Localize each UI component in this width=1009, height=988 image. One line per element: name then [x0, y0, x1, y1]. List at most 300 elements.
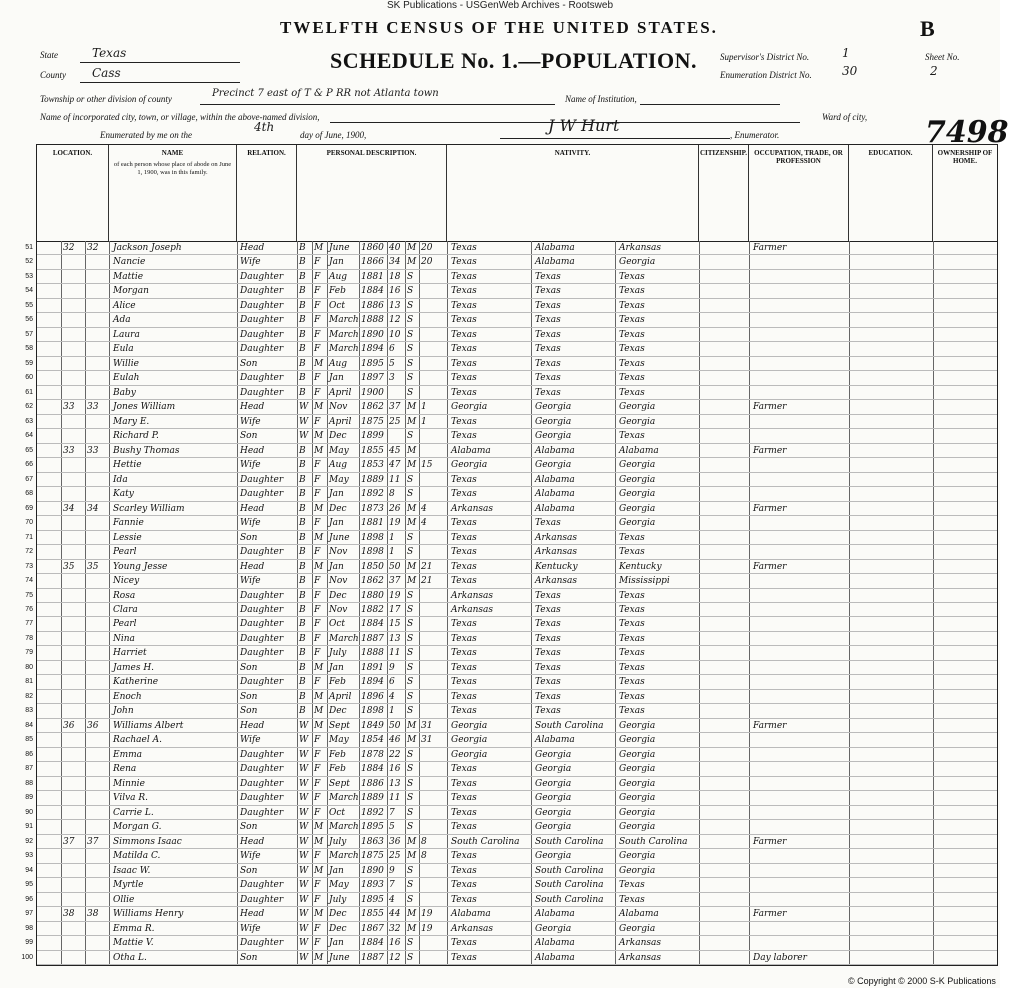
- line-number: 89: [25, 794, 33, 802]
- sex: M: [314, 865, 324, 876]
- marital-status: S: [407, 880, 414, 891]
- marital-status: S: [407, 271, 414, 282]
- years-married: [421, 675, 445, 689]
- name-subtitle: of each person whose place of abode on June 1, 1900, was in this family.: [113, 161, 232, 176]
- years-married: [421, 357, 445, 371]
- marital-status: S: [407, 532, 414, 543]
- birth-year: 1886: [361, 300, 384, 311]
- occupation: Farmer: [753, 909, 787, 920]
- mother-birthplace: Georgia: [619, 764, 656, 775]
- birthplace: Arkansas: [451, 503, 494, 514]
- table-row: [25, 675, 997, 689]
- birth-month: May: [329, 445, 349, 456]
- age: 17: [389, 605, 401, 615]
- relation: Daughter: [240, 793, 284, 804]
- person-name: Ollie: [113, 894, 135, 905]
- birthplace: Texas: [451, 880, 477, 891]
- relation: Son: [240, 952, 258, 963]
- birthplace: Texas: [451, 358, 477, 369]
- race: B: [299, 561, 306, 572]
- sex: F: [314, 807, 321, 818]
- birth-month: Aug: [329, 271, 348, 282]
- occupation: [753, 762, 847, 776]
- mother-birthplace: Arkansas: [619, 938, 662, 949]
- occupation: [753, 371, 847, 385]
- race: B: [299, 344, 306, 355]
- mother-birthplace: Texas: [619, 590, 645, 601]
- occupation: [753, 284, 847, 298]
- birth-month: July: [329, 836, 347, 847]
- age: 16: [389, 764, 401, 775]
- race: B: [299, 271, 306, 282]
- birth-month: Jan: [329, 561, 344, 572]
- mother-birthplace: Arkansas: [619, 952, 662, 963]
- birthplace: Georgia: [451, 402, 488, 413]
- family-number: [87, 415, 109, 429]
- birthplace: Texas: [451, 286, 477, 297]
- birth-month: June: [329, 952, 350, 963]
- line-number: 58: [25, 345, 33, 353]
- table-row: [25, 255, 997, 269]
- person-name: Otha L.: [113, 952, 147, 963]
- county-value: Cass: [92, 66, 121, 80]
- mother-birthplace: Texas: [619, 387, 645, 398]
- age: 5: [389, 822, 395, 833]
- birth-month: Dec: [329, 503, 347, 514]
- occupation: [753, 603, 847, 617]
- family-number: [87, 386, 109, 400]
- line-number: 78: [25, 634, 33, 642]
- sex: F: [314, 576, 321, 587]
- years-married: [421, 661, 445, 675]
- age: 34: [389, 257, 401, 268]
- years-married: 4: [421, 503, 427, 514]
- years-married: [421, 371, 445, 385]
- line-number: 97: [25, 910, 33, 918]
- father-birthplace: South Carolina: [535, 720, 604, 731]
- table-row: [25, 531, 997, 545]
- mother-birthplace: Georgia: [619, 402, 656, 413]
- table-row: [25, 299, 997, 313]
- schedule-letter: B: [920, 16, 935, 41]
- race: B: [299, 662, 306, 673]
- sex: M: [314, 358, 324, 369]
- father-birthplace: Georgia: [535, 822, 572, 833]
- marital-status: S: [407, 865, 414, 876]
- birthplace: Texas: [451, 938, 477, 949]
- sex: M: [314, 720, 324, 731]
- birth-month: Dec: [329, 590, 347, 601]
- relation: Son: [240, 358, 258, 369]
- birthplace: Georgia: [451, 735, 488, 746]
- table-row: [25, 357, 997, 371]
- township-label: Township or other division of county: [40, 94, 172, 104]
- table-row: [25, 415, 997, 429]
- occupation: [753, 791, 847, 805]
- occupation: [753, 864, 847, 878]
- age: 4: [389, 894, 395, 905]
- occupation: [753, 922, 847, 936]
- birthplace: Texas: [451, 373, 477, 384]
- race: W: [299, 749, 309, 760]
- table-row: [25, 661, 997, 675]
- relation-title: RELATION.: [247, 149, 286, 157]
- sex: F: [314, 547, 321, 558]
- years-married: [421, 342, 445, 356]
- person-name: Nancie: [113, 257, 146, 268]
- age: 37: [389, 576, 401, 587]
- race: W: [299, 402, 309, 413]
- family-number: [87, 661, 109, 675]
- age: 18: [389, 271, 401, 282]
- person-name: Harriet: [113, 648, 147, 659]
- marital-status: S: [407, 358, 414, 369]
- birthplace: Texas: [451, 952, 477, 963]
- relation: Head: [240, 445, 265, 456]
- age: 12: [389, 315, 401, 326]
- dwelling-number: [63, 922, 85, 936]
- table-row: [25, 328, 997, 342]
- dwelling-number: [63, 661, 85, 675]
- family-number: [87, 762, 109, 776]
- person-name: Nina: [113, 633, 135, 644]
- table-row: [25, 922, 997, 936]
- line-number: 70: [25, 519, 33, 527]
- mother-birthplace: Texas: [619, 677, 645, 688]
- age: 40: [389, 243, 401, 253]
- copyright-notice: © Copyright © 2000 S-K Publications: [848, 976, 996, 986]
- family-number: 38: [87, 909, 99, 920]
- age: 1: [389, 532, 395, 543]
- sex: M: [314, 706, 324, 717]
- birth-month: April: [329, 691, 352, 702]
- father-birthplace: Georgia: [535, 793, 572, 804]
- sex: F: [314, 257, 321, 268]
- race: W: [299, 807, 309, 818]
- relation: Daughter: [240, 880, 284, 891]
- personal-title: PERSONAL DESCRIPTION.: [326, 149, 417, 157]
- person-name: Mattie V.: [113, 938, 154, 949]
- mother-birthplace: Texas: [619, 880, 645, 891]
- mother-birthplace: Arkansas: [619, 243, 662, 253]
- years-married: 31: [421, 735, 433, 746]
- table-row: [25, 617, 997, 631]
- father-birthplace: Texas: [535, 358, 561, 369]
- birthplace: Texas: [451, 894, 477, 905]
- birth-year: 1862: [361, 402, 384, 413]
- table-row: [25, 690, 997, 704]
- father-birthplace: Texas: [535, 633, 561, 644]
- years-married: 20: [421, 243, 433, 253]
- family-number: [87, 270, 109, 284]
- race: W: [299, 909, 309, 920]
- race: B: [299, 358, 306, 369]
- name-title: NAME: [161, 149, 184, 157]
- occupation-title: OCCUPATION, TRADE, OR PROFESSION: [754, 149, 843, 165]
- father-birthplace: Texas: [535, 271, 561, 282]
- table-row: [25, 545, 997, 559]
- birthplace: Texas: [451, 677, 477, 688]
- mother-birthplace: Georgia: [619, 416, 656, 427]
- line-number: 59: [25, 359, 33, 367]
- marital-status: M: [407, 460, 417, 471]
- years-married: [421, 487, 445, 501]
- years-married: [421, 313, 445, 327]
- line-number: 55: [25, 301, 33, 309]
- occupation: Farmer: [753, 503, 787, 514]
- marital-status: S: [407, 300, 414, 311]
- birthplace: Texas: [451, 315, 477, 326]
- age: 3: [389, 373, 395, 384]
- years-married: 21: [421, 561, 433, 572]
- birth-year: 1863: [361, 836, 384, 847]
- marital-status: S: [407, 793, 414, 804]
- age: 13: [389, 633, 401, 644]
- birthplace: Texas: [451, 561, 477, 572]
- age: 25: [389, 851, 401, 862]
- marital-status: S: [407, 807, 414, 818]
- table-row: [25, 429, 997, 443]
- father-birthplace: Georgia: [535, 460, 572, 471]
- father-birthplace: Texas: [535, 691, 561, 702]
- dwelling-number: [63, 733, 85, 747]
- marital-status: M: [407, 503, 417, 514]
- race: B: [299, 518, 306, 529]
- schedule-title: SCHEDULE No. 1.—POPULATION.: [330, 48, 697, 73]
- marital-status: S: [407, 662, 414, 673]
- dwelling-number: [63, 458, 85, 472]
- marital-status: S: [407, 373, 414, 384]
- marital-status: S: [407, 315, 414, 326]
- family-number: [87, 473, 109, 487]
- dwelling-number: [63, 357, 85, 371]
- table-row: [25, 806, 997, 820]
- years-married: [421, 864, 445, 878]
- years-married: 8: [421, 851, 427, 862]
- birth-year: 1891: [361, 662, 384, 673]
- mother-birthplace: Kentucky: [619, 561, 662, 572]
- marital-status: S: [407, 489, 414, 500]
- line-number: 85: [25, 736, 33, 744]
- sex: M: [314, 431, 324, 442]
- birth-year: 1853: [361, 460, 384, 471]
- table-row: [25, 820, 997, 834]
- age: 22: [389, 749, 401, 760]
- mother-birthplace: Texas: [619, 894, 645, 905]
- marital-status: S: [407, 474, 414, 485]
- years-married: 1: [421, 402, 427, 413]
- father-birthplace: Texas: [535, 387, 561, 398]
- sex: F: [314, 271, 321, 282]
- occupation: [753, 690, 847, 704]
- enumerated-day: 4th: [254, 120, 275, 134]
- birthplace: Texas: [451, 706, 477, 717]
- marital-status: M: [407, 402, 417, 413]
- race: W: [299, 720, 309, 731]
- person-name: Eula: [113, 344, 134, 355]
- citizenship-header: [699, 145, 749, 241]
- person-name: Ida: [113, 474, 128, 485]
- line-number: 100: [21, 953, 33, 961]
- mother-birthplace: Georgia: [619, 778, 656, 789]
- relation: Wife: [240, 460, 261, 471]
- sex: F: [314, 489, 321, 500]
- occupation: [753, 878, 847, 892]
- family-number: [87, 487, 109, 501]
- relation: Daughter: [240, 764, 284, 775]
- person-name: Lessie: [113, 532, 142, 543]
- occupation: [753, 632, 847, 646]
- relation: Wife: [240, 257, 261, 268]
- birth-month: Sept: [329, 778, 350, 789]
- mother-birthplace: Georgia: [619, 460, 656, 471]
- birthplace: Texas: [451, 416, 477, 427]
- institution-label: Name of Institution,: [565, 94, 637, 104]
- years-married: [421, 617, 445, 631]
- sex: F: [314, 778, 321, 789]
- years-married: 8: [421, 836, 427, 847]
- dwelling-number: 35: [63, 561, 75, 572]
- line-number: 72: [25, 548, 33, 556]
- father-birthplace: Texas: [535, 619, 561, 630]
- table-row: [25, 313, 997, 327]
- age: 13: [389, 778, 401, 789]
- dwelling-number: [63, 951, 85, 965]
- race: B: [299, 648, 306, 659]
- father-birthplace: Texas: [535, 344, 561, 355]
- sex: F: [314, 373, 321, 384]
- dwelling-number: [63, 617, 85, 631]
- line-number: 98: [25, 924, 33, 932]
- relation: Daughter: [240, 300, 284, 311]
- dwelling-number: [63, 270, 85, 284]
- mother-birthplace: Texas: [619, 286, 645, 297]
- birthplace: Texas: [451, 662, 477, 673]
- marital-status: S: [407, 633, 414, 644]
- race: B: [299, 590, 306, 601]
- sex: F: [314, 938, 321, 949]
- race: W: [299, 793, 309, 804]
- supervisor-value: 1: [842, 46, 850, 60]
- sex: M: [314, 952, 324, 963]
- marital-status: S: [407, 822, 414, 833]
- birthplace: Georgia: [451, 720, 488, 731]
- marital-status: M: [407, 445, 417, 456]
- table-row: [25, 603, 997, 617]
- relation: Daughter: [240, 807, 284, 818]
- years-married: [421, 429, 445, 443]
- line-number: 57: [25, 330, 33, 338]
- race: B: [299, 300, 306, 311]
- birth-month: April: [329, 416, 352, 427]
- birth-month: July: [329, 894, 347, 905]
- father-birthplace: Texas: [535, 315, 561, 326]
- occupation: [753, 748, 847, 762]
- birth-year: 1895: [361, 894, 384, 905]
- marital-status: M: [407, 561, 417, 572]
- relation: Son: [240, 662, 258, 673]
- birth-month: Nov: [329, 402, 348, 413]
- dwelling-number: [63, 574, 85, 588]
- person-name: Bushy Thomas: [113, 445, 180, 456]
- birthplace: Alabama: [451, 445, 491, 456]
- person-name: Emma: [113, 749, 143, 760]
- father-birthplace: Georgia: [535, 764, 572, 775]
- race: W: [299, 416, 309, 427]
- father-birthplace: Texas: [535, 590, 561, 601]
- birth-month: Jan: [329, 938, 344, 949]
- mother-birthplace: Georgia: [619, 807, 656, 818]
- relation: Wife: [240, 735, 261, 746]
- father-birthplace: Texas: [535, 329, 561, 340]
- sheet-label: Sheet No.: [925, 52, 960, 62]
- marital-status: M: [407, 923, 417, 934]
- race: B: [299, 387, 306, 398]
- sex: M: [314, 822, 324, 833]
- years-married: [421, 820, 445, 834]
- marital-status: S: [407, 329, 414, 340]
- sex: F: [314, 286, 321, 297]
- enumerated-label: Enumerated by me on the: [100, 130, 192, 140]
- dwelling-number: [63, 284, 85, 298]
- birth-year: 1894: [361, 677, 384, 688]
- age: 10: [389, 329, 401, 340]
- family-number: [87, 704, 109, 718]
- table-row: [25, 284, 997, 298]
- birthplace: Georgia: [451, 460, 488, 471]
- relation: Daughter: [240, 590, 284, 601]
- birthplace: Texas: [451, 474, 477, 485]
- relation: Son: [240, 532, 258, 543]
- sex: F: [314, 894, 321, 905]
- table-row: [25, 516, 997, 530]
- dwelling-number: [63, 589, 85, 603]
- birthplace: Texas: [451, 576, 477, 587]
- person-name: John: [113, 706, 134, 717]
- age: 16: [389, 286, 401, 297]
- race: B: [299, 503, 306, 514]
- sex: F: [314, 677, 321, 688]
- sex: F: [314, 460, 321, 471]
- father-birthplace: Texas: [535, 706, 561, 717]
- line-number: 90: [25, 808, 33, 816]
- sex: F: [314, 735, 321, 746]
- birth-year: 1862: [361, 576, 384, 587]
- occupation: [753, 589, 847, 603]
- family-number: [87, 617, 109, 631]
- occupation: [753, 617, 847, 631]
- birth-year: 1898: [361, 547, 384, 558]
- occupation: [753, 733, 847, 747]
- township-line: [200, 104, 555, 105]
- family-number: [87, 951, 109, 965]
- person-name: Alice: [113, 300, 136, 311]
- years-married: [421, 386, 445, 400]
- birthplace: Arkansas: [451, 605, 494, 615]
- family-number: [87, 458, 109, 472]
- table-row: [25, 342, 997, 356]
- person-name: Morgan G.: [113, 822, 162, 833]
- birth-year: 1884: [361, 938, 384, 949]
- age: 9: [389, 662, 395, 673]
- table-row: [25, 400, 997, 414]
- father-birthplace: Texas: [535, 286, 561, 297]
- marital-status: S: [407, 547, 414, 558]
- birth-month: Oct: [329, 619, 346, 630]
- years-married: [421, 777, 445, 791]
- ownership-header: [933, 145, 997, 241]
- mother-birthplace: Georgia: [619, 720, 656, 731]
